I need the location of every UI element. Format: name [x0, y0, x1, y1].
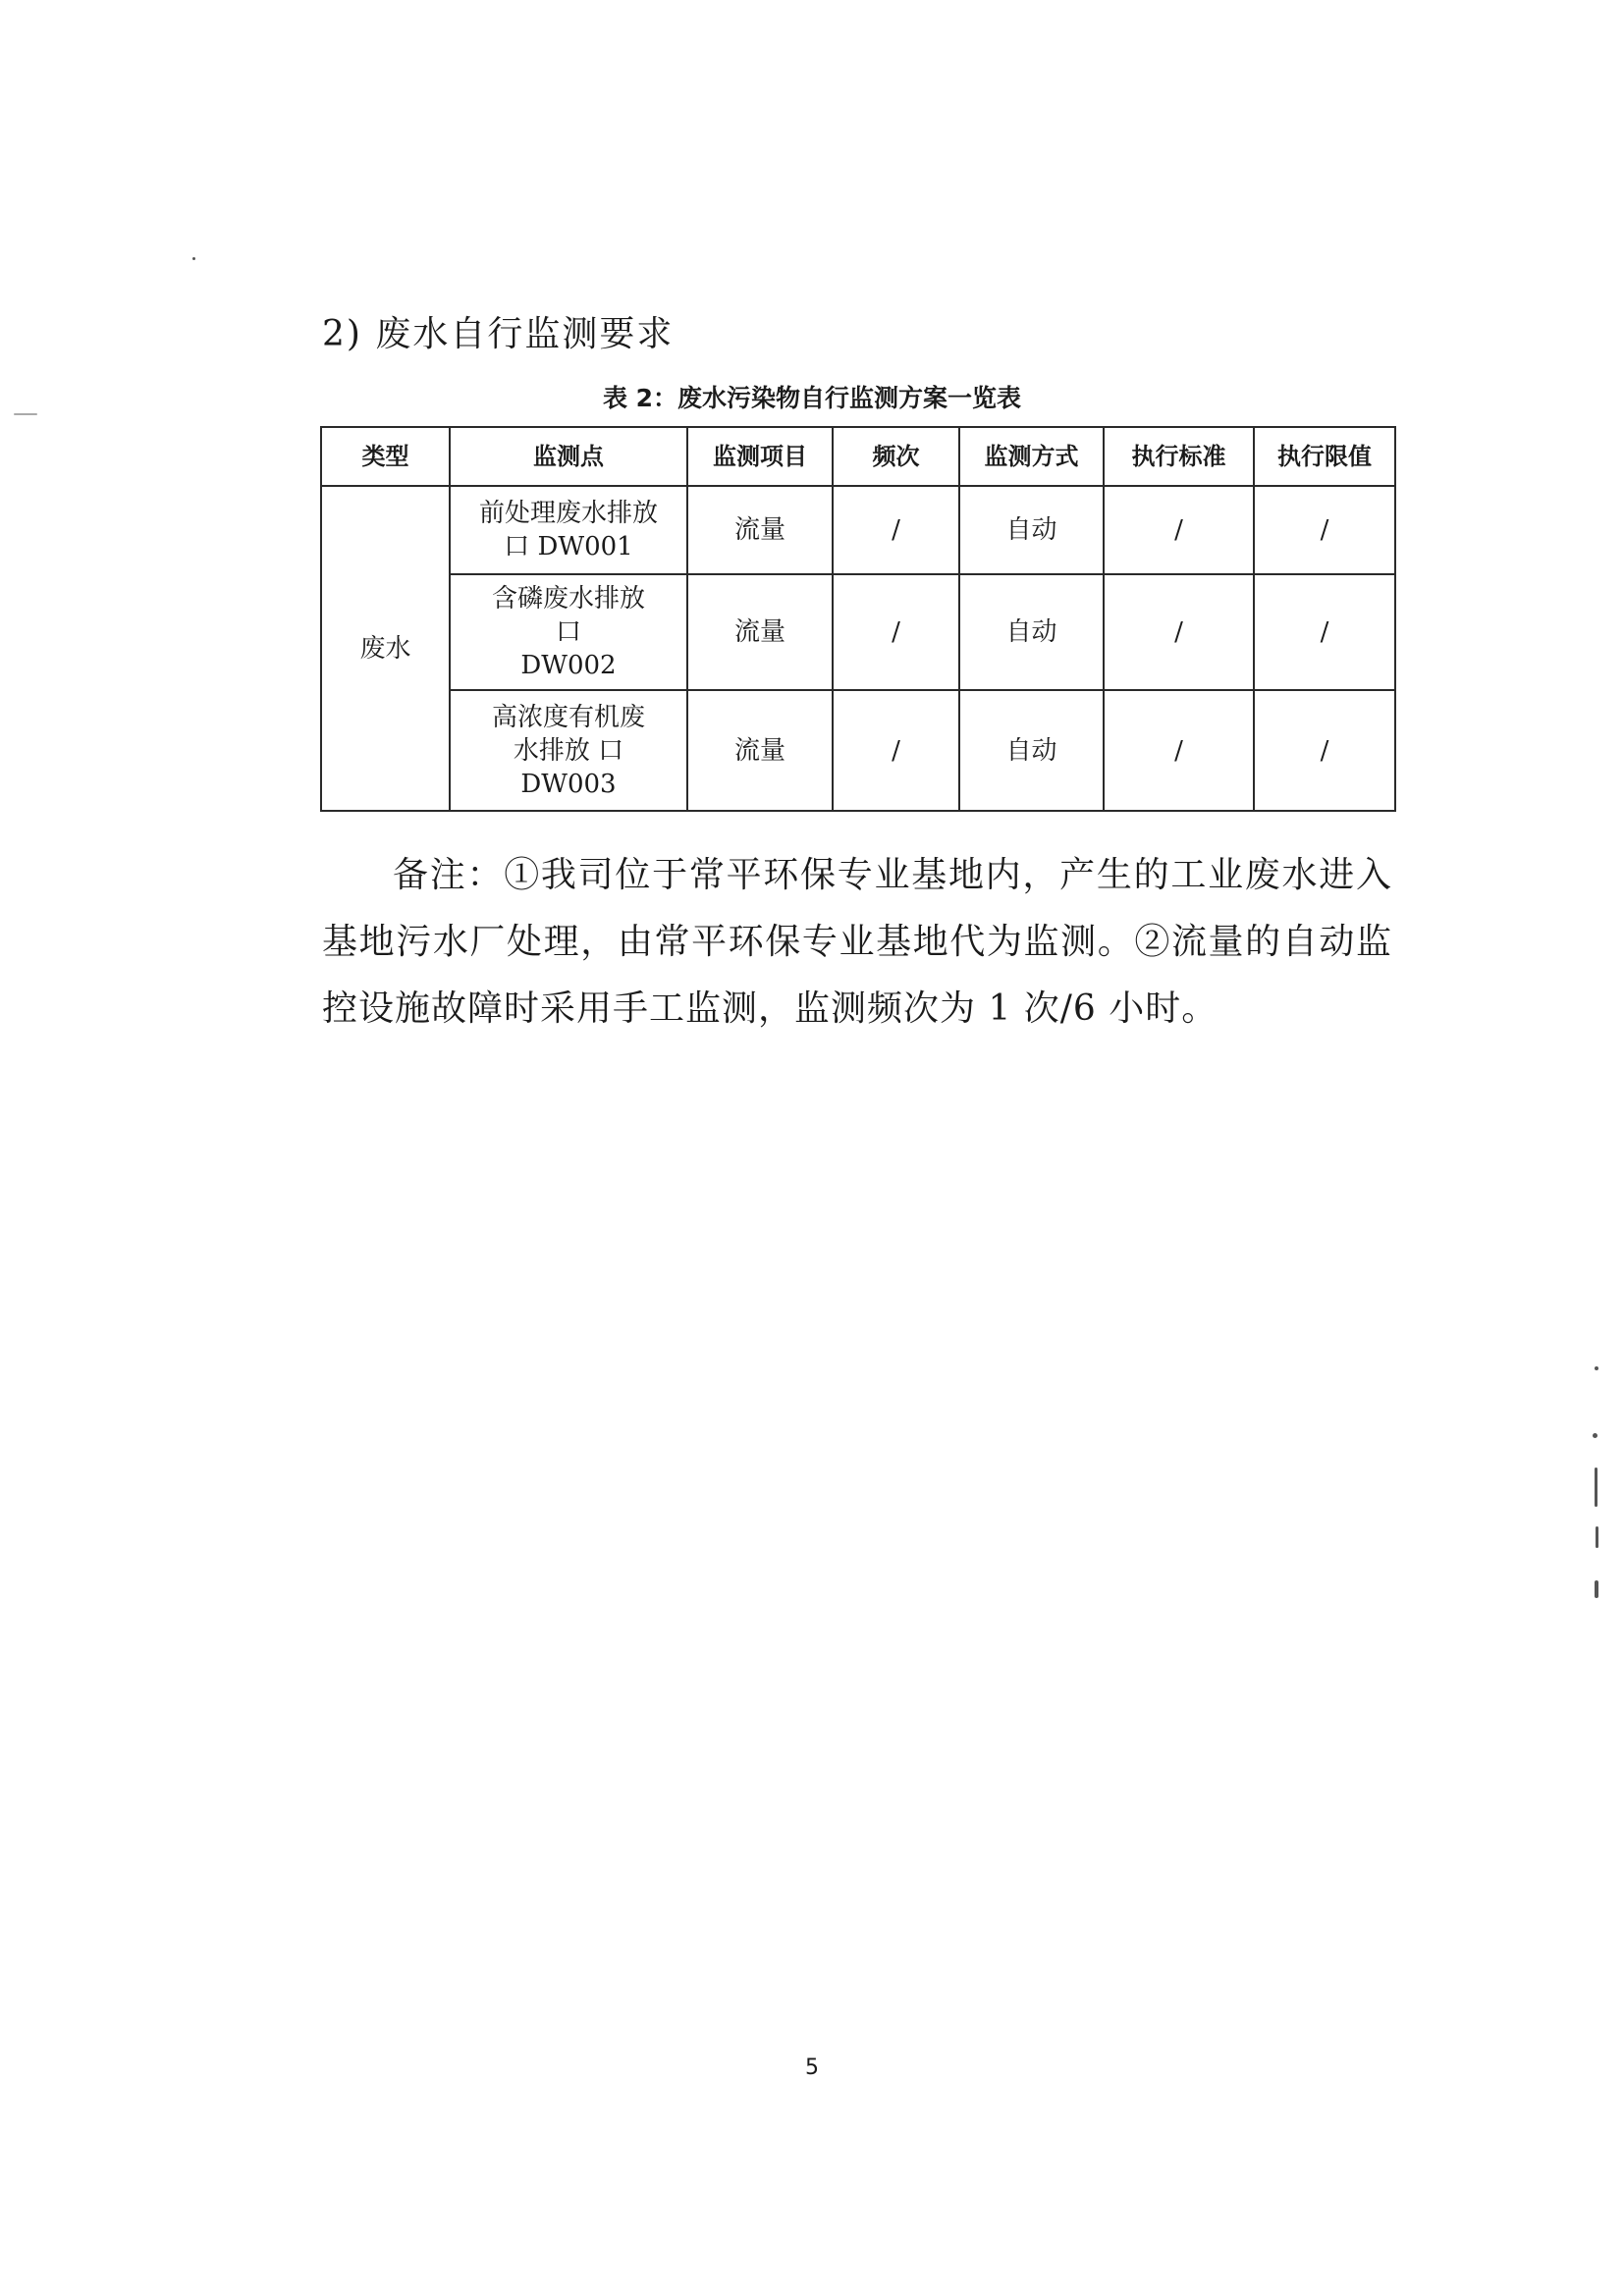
- table-row: [321, 574, 1395, 690]
- point-line: DW002: [520, 651, 617, 680]
- monitoring-point-cell: [450, 486, 687, 574]
- method-cell: 自动: [959, 574, 1104, 690]
- header-monitoring-point: 监测点: [450, 427, 687, 486]
- scan-speck: [1595, 1366, 1598, 1370]
- limit-cell: /: [1254, 486, 1395, 574]
- page-number: 5: [805, 2056, 819, 2080]
- item-cell: 流量: [687, 690, 833, 811]
- remarks-text: 备注：①我司位于常平环保专业基地内，产生的工业废水进入基地污水厂处理，由常平环保专业基地代为监测。②流量的自动监控设施故障时采用手工监测，监测频次为 1 次/6 小时。: [322, 855, 1392, 1029]
- monitoring-table: [320, 426, 1396, 812]
- frequency-cell: /: [833, 574, 959, 690]
- header-type: 类型: [321, 427, 450, 486]
- point-line: DW003: [520, 769, 617, 799]
- limit-cell: /: [1254, 574, 1395, 690]
- scan-speck: [14, 413, 37, 415]
- scan-speck: [1596, 1526, 1598, 1548]
- limit-cell: /: [1254, 690, 1395, 811]
- frequency-cell: /: [833, 486, 959, 574]
- monitoring-point-cell: [450, 690, 687, 811]
- standard-cell: /: [1104, 574, 1254, 690]
- item-cell: 流量: [687, 486, 833, 574]
- item-cell: 流量: [687, 574, 833, 690]
- scan-speck: [1595, 1580, 1598, 1598]
- header-frequency: 频次: [833, 427, 959, 486]
- header-limit: 执行限值: [1254, 427, 1395, 486]
- table-row: [321, 690, 1395, 811]
- remarks: [322, 842, 1392, 1042]
- point-line: 含磷废水排放: [491, 584, 645, 614]
- scan-speck: [192, 257, 195, 260]
- scan-speck: [1595, 1468, 1597, 1507]
- header-standard: 执行标准: [1104, 427, 1254, 486]
- table-row: [321, 486, 1395, 574]
- table-caption: 表 2：废水污染物自行监测方案一览表: [602, 384, 1022, 412]
- scan-speck: [1593, 1433, 1597, 1438]
- monitoring-point-cell: [450, 574, 687, 690]
- point-line: 口: [555, 617, 581, 647]
- point-line: 口 DW001: [504, 532, 633, 561]
- section-heading: 2) 废水自行监测要求: [322, 314, 675, 354]
- standard-cell: /: [1104, 486, 1254, 574]
- header-monitoring-item: 监测项目: [687, 427, 833, 486]
- method-cell: 自动: [959, 690, 1104, 811]
- header-monitoring-method: 监测方式: [959, 427, 1104, 486]
- point-line: 前处理废水排放: [478, 499, 658, 528]
- table-header-row: [321, 427, 1395, 486]
- method-cell: 自动: [959, 486, 1104, 574]
- point-line: 高浓度有机废: [491, 702, 645, 732]
- type-cell: 废水: [321, 486, 450, 811]
- standard-cell: /: [1104, 690, 1254, 811]
- point-line: 水排放 口: [513, 735, 624, 766]
- frequency-cell: /: [833, 690, 959, 811]
